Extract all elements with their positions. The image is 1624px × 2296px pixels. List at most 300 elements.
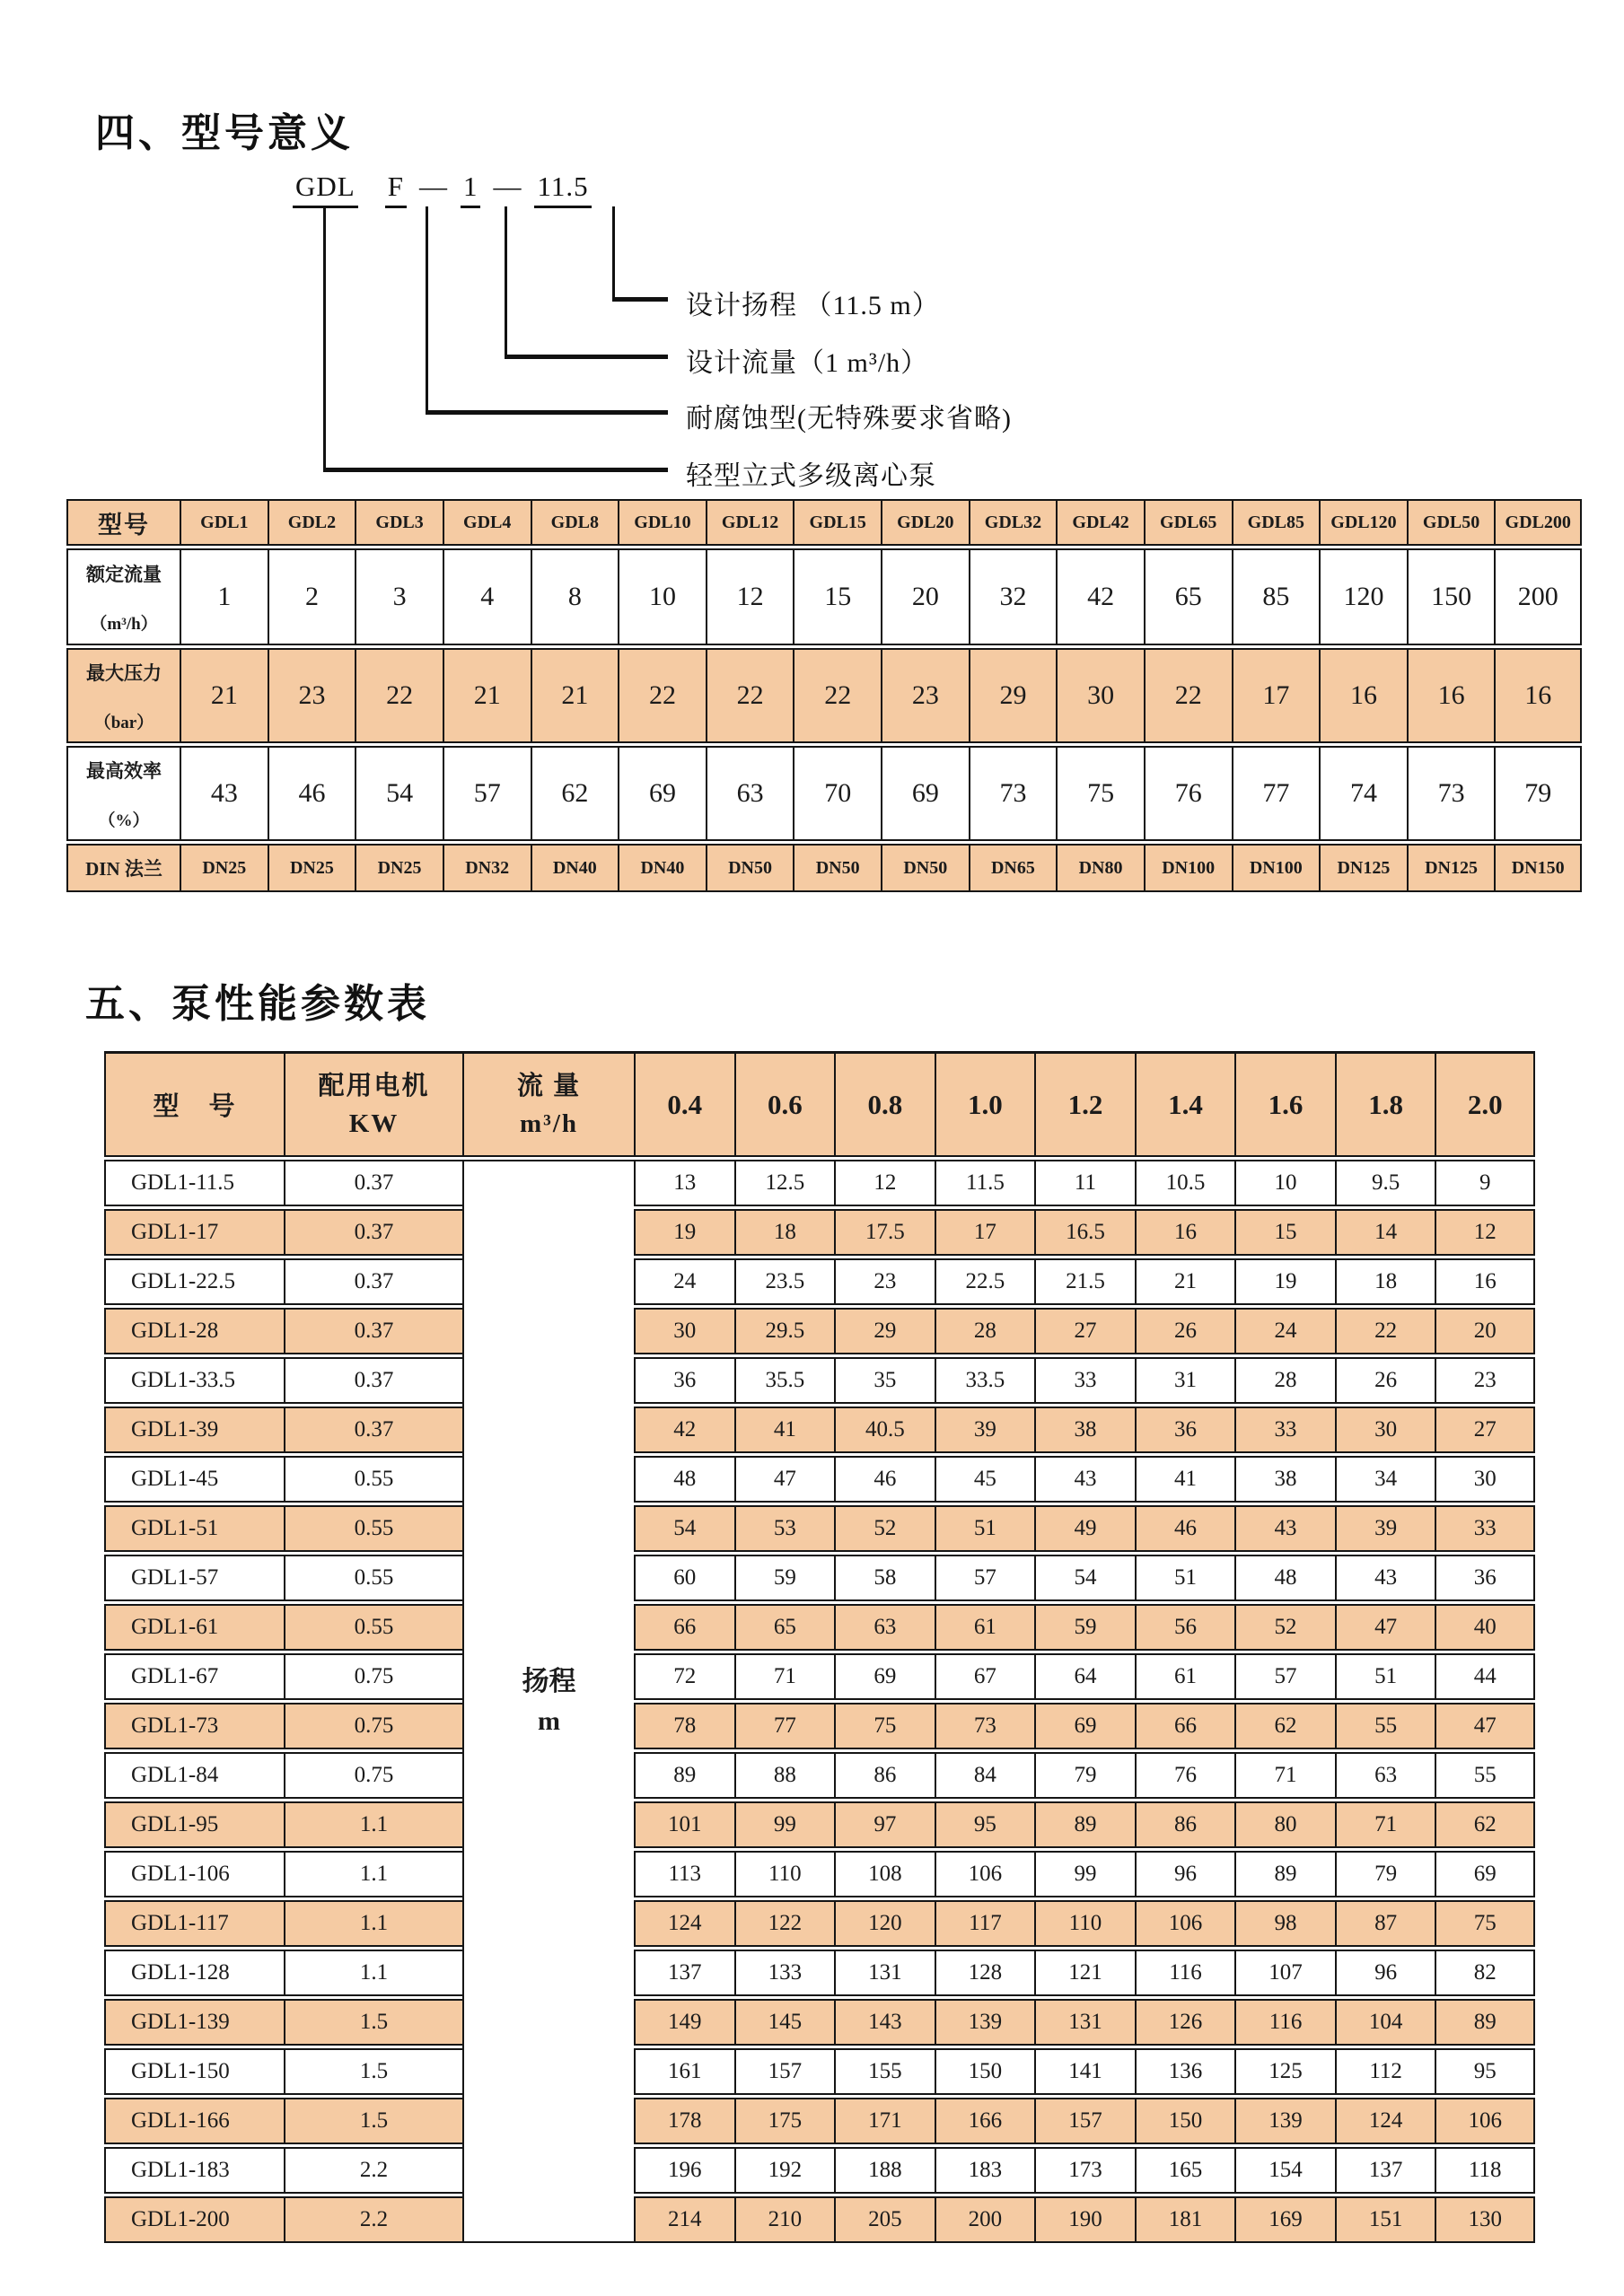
perf-head-cell: 45 (935, 1456, 1035, 1503)
perf-motor-kw-cell: 1.5 (284, 2098, 462, 2144)
perf-head-cell: 11 (1034, 1160, 1135, 1206)
perf-head-cell: 126 (1135, 1999, 1235, 2046)
performance-table (104, 1048, 1535, 2246)
perf-head-cell: 79 (1034, 1752, 1135, 1799)
perf-motor-kw-cell: 0.55 (284, 1505, 462, 1552)
perf-motor-header-line: KW (348, 1109, 399, 1138)
perf-head-cell: 87 (1335, 1900, 1435, 1947)
spec-row-label (66, 648, 180, 743)
perf-head-cell: 205 (834, 2196, 935, 2243)
perf-head-cell: 151 (1335, 2196, 1435, 2243)
perf-row (104, 1604, 1535, 1651)
perf-model-cell: GDL1-22.5 (104, 1258, 284, 1305)
spec-value-cell: DN125 (1319, 844, 1407, 892)
spec-value-cell: 70 (793, 746, 881, 841)
perf-head-cell: 161 (634, 2048, 734, 2095)
spec-value-cell: 150 (1407, 548, 1495, 645)
spec-model-header: GDL10 (618, 499, 706, 546)
spec-model-header: GDL3 (355, 499, 443, 546)
perf-flow-value-header: 0.6 (734, 1051, 835, 1157)
perf-head-cell: 33 (1435, 1505, 1535, 1552)
perf-head-cell: 58 (834, 1555, 935, 1601)
perf-model-header: 型 号 (104, 1051, 284, 1157)
perf-row (104, 1258, 1535, 1305)
perf-head-cell: 101 (634, 1801, 734, 1848)
perf-head-cell: 175 (734, 2098, 835, 2144)
perf-head-cell: 52 (834, 1505, 935, 1552)
spec-value-cell: 21 (531, 648, 619, 743)
perf-head-cell: 34 (1335, 1456, 1435, 1503)
perf-head-cell: 128 (935, 1950, 1035, 1996)
perf-head-cell: 106 (1135, 1900, 1235, 1947)
perf-head-cell: 125 (1234, 2048, 1335, 2095)
perf-head-cell: 59 (734, 1555, 835, 1601)
spec-row-label-line: 额定流量 (86, 563, 162, 585)
branch-line-head (612, 206, 615, 300)
perf-head-cell: 33.5 (935, 1357, 1035, 1404)
perf-model-cell: GDL1-11.5 (104, 1160, 284, 1206)
perf-row (104, 2196, 1535, 2243)
spec-header-row (66, 499, 1582, 546)
spec-row-label-line: 最大压力 (86, 662, 162, 684)
spec-value-cell: 4 (443, 548, 531, 645)
perf-head-cell: 106 (935, 1851, 1035, 1897)
perf-head-cell: 42 (634, 1407, 734, 1453)
spec-model-header: GDL65 (1144, 499, 1232, 546)
perf-row (104, 1900, 1535, 1947)
spec-row-label (66, 844, 180, 892)
spec-corner-label: 型号 (66, 499, 180, 546)
spec-model-header: GDL42 (1056, 499, 1144, 546)
spec-value-cell: 20 (881, 548, 969, 645)
perf-head-cell: 86 (834, 1752, 935, 1799)
perf-head-cell: 157 (734, 2048, 835, 2095)
spec-value-cell: 69 (618, 746, 706, 841)
perf-head-cell: 38 (1034, 1407, 1135, 1453)
perf-motor-kw-cell: 0.37 (284, 1308, 462, 1354)
perf-head-cell: 77 (734, 1703, 835, 1749)
spec-row-label (66, 548, 180, 645)
spec-value-cell: 43 (180, 746, 268, 841)
spec-row-din-flange (66, 844, 1582, 892)
perf-head-cell: 65 (734, 1604, 835, 1651)
perf-head-cell: 71 (1335, 1801, 1435, 1848)
perf-row (104, 1209, 1535, 1256)
perf-flow-header (462, 1051, 634, 1157)
perf-head-cell: 26 (1135, 1308, 1235, 1354)
spec-value-cell: 76 (1144, 746, 1232, 841)
perf-row (104, 1160, 1535, 1206)
perf-model-cell: GDL1-33.5 (104, 1357, 284, 1404)
perf-head-cell: 171 (834, 2098, 935, 2144)
perf-row (104, 1308, 1535, 1354)
spec-value-cell: 3 (355, 548, 443, 645)
perf-head-cell: 113 (634, 1851, 734, 1897)
perf-head-cell: 48 (634, 1456, 734, 1503)
callout-design-flow: 设计流量（1 m³/h） (686, 348, 929, 378)
perf-head-cell: 60 (634, 1555, 734, 1601)
spec-value-cell: 8 (531, 548, 619, 645)
spec-model-header: GDL4 (443, 499, 531, 546)
perf-head-cell: 88 (734, 1752, 835, 1799)
perf-head-cell: 89 (1234, 1851, 1335, 1897)
spec-value-cell: 23 (881, 648, 969, 743)
perf-model-cell: GDL1-39 (104, 1407, 284, 1453)
perf-head-cell: 143 (834, 1999, 935, 2046)
perf-head-cell: 30 (634, 1308, 734, 1354)
perf-head-cell: 155 (834, 2048, 935, 2095)
perf-head-cell: 13 (634, 1160, 734, 1206)
perf-head-cell: 23 (1435, 1357, 1535, 1404)
perf-head-cell: 39 (935, 1407, 1035, 1453)
spec-value-cell: DN40 (531, 844, 619, 892)
callout-pump-type: 轻型立式多级离心泵 (686, 461, 936, 491)
spec-value-cell: 12 (706, 548, 794, 645)
perf-head-cell: 43 (1335, 1555, 1435, 1601)
spec-value-cell: 21 (443, 648, 531, 743)
spec-value-cell: 10 (618, 548, 706, 645)
perf-motor-kw-cell: 0.75 (284, 1703, 462, 1749)
spec-value-cell: 22 (618, 648, 706, 743)
code-part-flow: 1 (461, 171, 481, 208)
perf-head-cell: 139 (1234, 2098, 1335, 2144)
perf-model-cell: GDL1-67 (104, 1653, 284, 1700)
section5-title: 五、泵性能参数表 (85, 982, 430, 1026)
perf-head-cell: 121 (1034, 1950, 1135, 1996)
perf-head-cell: 44 (1435, 1653, 1535, 1700)
branch-connector-head (612, 297, 668, 302)
perf-head-cell: 69 (1435, 1851, 1535, 1897)
spec-model-header: GDL32 (969, 499, 1057, 546)
perf-head-cell: 157 (1034, 2098, 1135, 2144)
perf-head-cell: 21 (1135, 1258, 1235, 1305)
perf-row (104, 1752, 1535, 1799)
perf-head-cell: 96 (1135, 1851, 1235, 1897)
branch-line-series (323, 206, 326, 470)
perf-head-cell: 48 (1234, 1555, 1335, 1601)
perf-head-cell: 33 (1034, 1357, 1135, 1404)
perf-motor-header (284, 1051, 462, 1157)
perf-head-cell: 9.5 (1335, 1160, 1435, 1206)
perf-head-cell: 57 (1234, 1653, 1335, 1700)
perf-head-cell: 190 (1034, 2196, 1135, 2243)
perf-head-cell: 145 (734, 1999, 835, 2046)
perf-head-cell: 15 (1234, 1209, 1335, 1256)
perf-head-cell: 39 (1335, 1505, 1435, 1552)
perf-head-cell: 18 (734, 1209, 835, 1256)
spec-value-cell: 32 (969, 548, 1057, 645)
perf-head-cell: 165 (1135, 2147, 1235, 2194)
perf-motor-kw-cell: 2.2 (284, 2196, 462, 2243)
perf-head-cell: 55 (1335, 1703, 1435, 1749)
spec-value-cell: DN40 (618, 844, 706, 892)
perf-head-cell: 97 (834, 1801, 935, 1848)
spec-value-cell: 29 (969, 648, 1057, 743)
perf-head-cell: 150 (935, 2048, 1035, 2095)
spec-value-cell: 1 (180, 548, 268, 645)
spec-value-cell: 22 (1144, 648, 1232, 743)
perf-head-cell: 54 (634, 1505, 734, 1552)
spec-value-cell: 15 (793, 548, 881, 645)
perf-head-cell: 131 (834, 1950, 935, 1996)
perf-flow-value-header: 1.6 (1234, 1051, 1335, 1157)
code-dash: — (418, 171, 448, 202)
perf-head-cell: 21.5 (1034, 1258, 1135, 1305)
perf-row (104, 1851, 1535, 1897)
perf-head-cell: 35.5 (734, 1357, 835, 1404)
perf-head-cell: 23 (834, 1258, 935, 1305)
perf-head-label-line: 扬程 (522, 1666, 576, 1696)
perf-head-cell: 20 (1435, 1308, 1535, 1354)
perf-head-cell: 71 (1234, 1752, 1335, 1799)
perf-head-cell: 59 (1034, 1604, 1135, 1651)
perf-head-cell: 71 (734, 1653, 835, 1700)
perf-model-cell: GDL1-45 (104, 1456, 284, 1503)
perf-head-cell: 11.5 (935, 1160, 1035, 1206)
perf-model-cell: GDL1-106 (104, 1851, 284, 1897)
perf-model-cell: GDL1-200 (104, 2196, 284, 2243)
perf-model-cell: GDL1-28 (104, 1308, 284, 1354)
perf-head-cell: 82 (1435, 1950, 1535, 1996)
perf-head-cell: 24 (634, 1258, 734, 1305)
spec-value-cell: 22 (706, 648, 794, 743)
perf-head-cell: 63 (1335, 1752, 1435, 1799)
spec-model-header: GDL15 (793, 499, 881, 546)
perf-motor-kw-cell: 1.5 (284, 2048, 462, 2095)
perf-head-cell: 41 (1135, 1456, 1235, 1503)
perf-head-cell: 53 (734, 1505, 835, 1552)
perf-head-cell: 89 (634, 1752, 734, 1799)
perf-row (104, 1999, 1535, 2046)
spec-value-cell: 74 (1319, 746, 1407, 841)
perf-row (104, 1950, 1535, 1996)
perf-head-cell: 210 (734, 2196, 835, 2243)
perf-head-cell: 89 (1435, 1999, 1535, 2046)
perf-flow-value-header: 2.0 (1435, 1051, 1535, 1157)
perf-head-cell: 166 (935, 2098, 1035, 2144)
perf-head-cell: 35 (834, 1357, 935, 1404)
perf-head-cell: 64 (1034, 1653, 1135, 1700)
perf-head-cell: 22.5 (935, 1258, 1035, 1305)
perf-head-cell: 131 (1034, 1999, 1135, 2046)
perf-head-cell: 28 (1234, 1357, 1335, 1404)
branch-line-flow (505, 206, 507, 357)
perf-head-cell: 49 (1034, 1505, 1135, 1552)
spec-value-cell: 21 (180, 648, 268, 743)
perf-head-cell: 112 (1335, 2048, 1435, 2095)
perf-head-cell: 63 (834, 1604, 935, 1651)
perf-head-cell: 154 (1234, 2147, 1335, 2194)
perf-row (104, 1801, 1535, 1848)
spec-value-cell: DN50 (706, 844, 794, 892)
perf-head-cell: 78 (634, 1703, 734, 1749)
spec-value-cell: 42 (1056, 548, 1144, 645)
perf-motor-kw-cell: 1.1 (284, 1950, 462, 1996)
perf-head-cell: 137 (1335, 2147, 1435, 2194)
perf-head-cell: 116 (1135, 1950, 1235, 1996)
perf-model-cell: GDL1-128 (104, 1950, 284, 1996)
perf-head-cell: 55 (1435, 1752, 1535, 1799)
spec-model-header: GDL50 (1407, 499, 1495, 546)
perf-model-cell: GDL1-183 (104, 2147, 284, 2194)
perf-flow-header-line: m³/h (519, 1109, 579, 1138)
spec-model-header: GDL2 (268, 499, 356, 546)
spec-value-cell: DN100 (1144, 844, 1232, 892)
branch-line-material (426, 206, 428, 413)
spec-value-cell: 22 (793, 648, 881, 743)
spec-model-header: GDL1 (180, 499, 268, 546)
perf-head-cell: 196 (634, 2147, 734, 2194)
perf-motor-kw-cell: 0.37 (284, 1209, 462, 1256)
perf-head-cell: 23.5 (734, 1258, 835, 1305)
perf-flow-header-line: 流 量 (516, 1071, 582, 1100)
perf-head-cell: 139 (935, 1999, 1035, 2046)
spec-value-cell: DN150 (1494, 844, 1582, 892)
perf-flow-value-header: 1.2 (1034, 1051, 1135, 1157)
perf-head-cell: 19 (634, 1209, 734, 1256)
perf-flow-value-header: 1.0 (935, 1051, 1035, 1157)
perf-head-cell: 17.5 (834, 1209, 935, 1256)
spec-value-cell: 46 (268, 746, 356, 841)
perf-head-cell: 137 (634, 1950, 734, 1996)
branch-connector-series (323, 468, 668, 472)
perf-head-cell: 36 (1435, 1555, 1535, 1601)
spec-value-cell: 54 (355, 746, 443, 841)
perf-head-cell: 9 (1435, 1160, 1535, 1206)
perf-head-cell: 40 (1435, 1604, 1535, 1651)
perf-head-cell: 181 (1135, 2196, 1235, 2243)
perf-head-cell: 18 (1335, 1258, 1435, 1305)
perf-motor-kw-cell: 0.55 (284, 1555, 462, 1601)
perf-head-cell: 36 (1135, 1407, 1235, 1453)
spec-row-max-efficiency (66, 746, 1582, 841)
perf-row (104, 1653, 1535, 1700)
perf-head-cell: 130 (1435, 2196, 1535, 2243)
perf-head-cell: 41 (734, 1407, 835, 1453)
perf-model-cell: GDL1-166 (104, 2098, 284, 2144)
perf-motor-kw-cell: 1.1 (284, 1851, 462, 1897)
perf-head-cell: 75 (1435, 1900, 1535, 1947)
spec-row-rated-flow (66, 548, 1582, 645)
perf-head-cell: 17 (935, 1209, 1035, 1256)
perf-motor-header-line: 配用电机 (318, 1071, 430, 1100)
perf-head-cell: 108 (834, 1851, 935, 1897)
spec-value-cell: DN50 (881, 844, 969, 892)
perf-head-cell: 117 (935, 1900, 1035, 1947)
perf-head-cell: 104 (1335, 1999, 1435, 2046)
spec-value-cell: 77 (1232, 746, 1320, 841)
perf-head-cell: 120 (834, 1900, 935, 1947)
perf-head-cell: 106 (1435, 2098, 1535, 2144)
perf-head-cell: 75 (834, 1703, 935, 1749)
perf-row (104, 2147, 1535, 2194)
perf-head-cell: 14 (1335, 1209, 1435, 1256)
spec-value-cell: DN125 (1407, 844, 1495, 892)
spec-model-header: GDL8 (531, 499, 619, 546)
perf-head-cell: 136 (1135, 2048, 1235, 2095)
perf-row (104, 2048, 1535, 2095)
perf-head-cell: 110 (1034, 1900, 1135, 1947)
spec-row-label-line: （bar） (93, 713, 154, 732)
spec-row-label-line: DIN 法兰 (85, 858, 162, 880)
perf-motor-kw-cell: 1.5 (284, 1999, 462, 2046)
perf-head-cell: 66 (634, 1604, 734, 1651)
perf-head-cell: 46 (834, 1456, 935, 1503)
perf-head-cell: 16 (1135, 1209, 1235, 1256)
perf-head-cell: 51 (1335, 1653, 1435, 1700)
perf-head-cell: 46 (1135, 1505, 1235, 1552)
spec-value-cell: 62 (531, 746, 619, 841)
perf-row (104, 1703, 1535, 1749)
perf-head-cell: 69 (1034, 1703, 1135, 1749)
perf-head-cell: 124 (1335, 2098, 1435, 2144)
perf-head-cell: 89 (1034, 1801, 1135, 1848)
code-part-head: 11.5 (534, 171, 591, 208)
perf-head-cell: 30 (1435, 1456, 1535, 1503)
perf-head-cell: 36 (634, 1357, 734, 1404)
perf-motor-kw-cell: 0.37 (284, 1160, 462, 1206)
spec-value-cell: 120 (1319, 548, 1407, 645)
perf-head-cell: 62 (1234, 1703, 1335, 1749)
perf-motor-kw-cell: 1.1 (284, 1900, 462, 1947)
perf-head-cell: 107 (1234, 1950, 1335, 1996)
code-part-material: F (385, 171, 407, 208)
perf-head-cell: 24 (1234, 1308, 1335, 1354)
model-code (293, 171, 592, 208)
spec-value-cell: 69 (881, 746, 969, 841)
spec-value-cell: 30 (1056, 648, 1144, 743)
perf-head-cell: 133 (734, 1950, 835, 1996)
spec-value-cell: 73 (969, 746, 1057, 841)
perf-head-cell: 173 (1034, 2147, 1135, 2194)
spec-value-cell: 65 (1144, 548, 1232, 645)
perf-head-cell: 183 (935, 2147, 1035, 2194)
perf-head-cell: 149 (634, 1999, 734, 2046)
spec-value-cell: 17 (1232, 648, 1320, 743)
perf-head-cell: 43 (1234, 1505, 1335, 1552)
spec-value-cell: DN65 (969, 844, 1057, 892)
perf-head-label-line: m (538, 1705, 560, 1736)
perf-head-cell: 141 (1034, 2048, 1135, 2095)
perf-head-cell: 22 (1335, 1308, 1435, 1354)
branch-connector-flow (505, 355, 668, 359)
perf-head-cell: 31 (1135, 1357, 1235, 1404)
perf-flow-value-header: 0.4 (634, 1051, 734, 1157)
perf-head-cell: 98 (1234, 1900, 1335, 1947)
perf-motor-kw-cell: 0.37 (284, 1357, 462, 1404)
perf-head-cell: 62 (1435, 1801, 1535, 1848)
perf-head-cell: 12.5 (734, 1160, 835, 1206)
perf-head-cell: 47 (1435, 1703, 1535, 1749)
perf-head-cell: 10.5 (1135, 1160, 1235, 1206)
perf-head-cell: 61 (935, 1604, 1035, 1651)
spec-value-cell: DN100 (1232, 844, 1320, 892)
perf-head-cell: 27 (1435, 1407, 1535, 1453)
perf-motor-kw-cell: 0.55 (284, 1456, 462, 1503)
spec-table (66, 496, 1582, 895)
perf-head-cell: 110 (734, 1851, 835, 1897)
perf-head-cell: 169 (1234, 2196, 1335, 2243)
perf-head-cell: 12 (1435, 1209, 1535, 1256)
perf-head-cell: 84 (935, 1752, 1035, 1799)
callout-corrosion: 耐腐蚀型(无特殊要求省略) (686, 404, 1012, 434)
spec-value-cell: DN25 (268, 844, 356, 892)
spec-value-cell: 16 (1319, 648, 1407, 743)
perf-head-cell: 51 (1135, 1555, 1235, 1601)
spec-row-label-line: 最高效率 (86, 759, 162, 782)
spec-value-cell: 23 (268, 648, 356, 743)
perf-flow-value-header: 1.4 (1135, 1051, 1235, 1157)
